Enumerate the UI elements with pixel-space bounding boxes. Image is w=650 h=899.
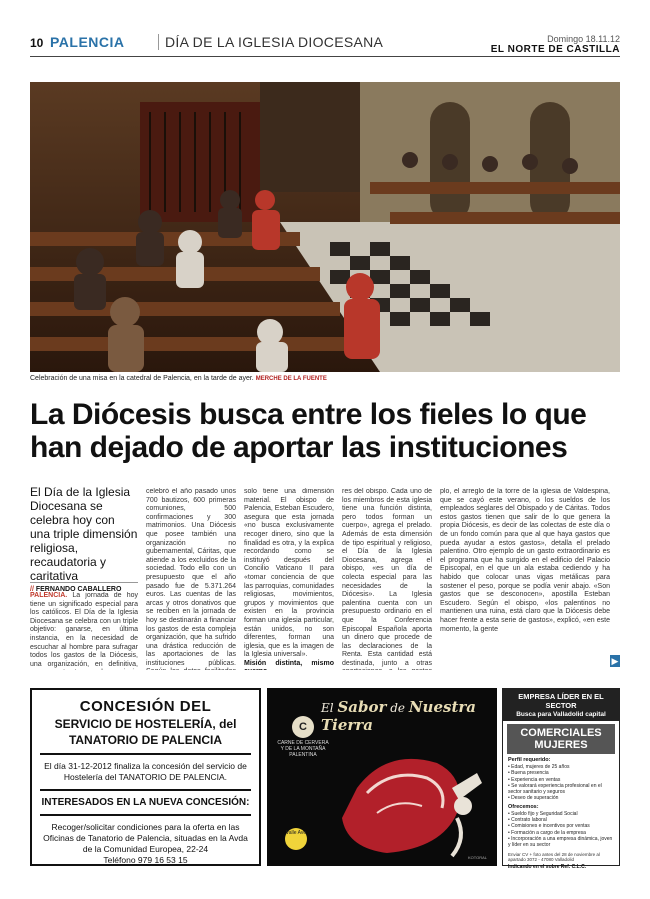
ad3-top-2: Busca para Valladolid capital: [503, 711, 619, 721]
ad2-slogan-word2: Nuestra: [408, 698, 476, 716]
ad1-text-2: Recoger/solicitar condiciones para la oferta en las Oficinas de Tanatorio de Palencia, situadas en la Avda de la Comunidad Europea, 22-24: [43, 822, 248, 854]
ad2-brand-sub: Y DE LA MONTAÑA PALENTINA: [280, 746, 326, 758]
section-title[interactable]: PALENCIA: [50, 34, 125, 50]
ad2-slogan-prefix: El: [321, 701, 334, 715]
ad1-phone: Teléfono 979 16 53 15: [103, 855, 188, 865]
author-name: FERNANDO CABALLERO: [35, 586, 122, 593]
ad3-top: EMPRESA LÍDER EN EL SECTOR: [503, 689, 619, 711]
ad-carne-cervera[interactable]: [267, 688, 497, 866]
caption-text: Celebración de una misa en la catedral de Palencia, en la tarde de ayer.: [30, 375, 254, 382]
section-subtitle: DÍA DE LA IGLESIA DIOCESANA: [158, 34, 383, 50]
article-lede: El Día de la Iglesia Diocesana se celebra hoy con una triple dimensión religiosa, recaudatoria y caritativa: [30, 485, 138, 583]
list-item: • Sueldo fijo y Seguridad Social: [508, 810, 578, 817]
list-item: • Buena presencia: [508, 770, 549, 777]
ad3-headline: COMERCIALES MUJERES: [507, 724, 615, 754]
ad3-fine-print: Enviar CV + foto antes del 28 de noviembre al apartado 3072 - 47080 Valladolid: [508, 851, 600, 862]
ad2-brand: [275, 716, 331, 758]
list-item: • Edad, mujeres de 25 años: [508, 764, 570, 770]
ad2-slogan-word1: Sabor: [337, 698, 387, 716]
ad1-text-1: El día 31-12-2012 finaliza la concesión del servicio de Hostelería del TANATORIO DE PALENCIA.: [44, 761, 247, 782]
ad-empleo[interactable]: [502, 688, 620, 870]
dateline: PALENCIA.: [30, 592, 68, 599]
photo-caption: [30, 375, 620, 382]
page-number: 10: [30, 36, 44, 50]
column-4-text: res del obispo. Cada uno de los miembros de esta iglesia tiene una función distinta, pero todos forman un cuerpo», agrega el prelado. Además de esta dimensión de tipo espiritual y religioso, el Día de la Iglesia Diocesana, agrega el obispo, «es un día de colecta especial para las necesidades de la Diócesis». La Iglesia palentina cuenta con un presupuesto ordinario en el que la Conferencia Episcopal Española aporta un dinero que procede de las declaraciones de la Renta. Esta cantidad está destinada, junto a otras: [342, 488, 432, 667]
newspaper-name: EL NORTE DE CASTILLA: [490, 44, 620, 55]
ad2-slogan-word3: Tierra: [321, 716, 373, 734]
article-headline[interactable]: La Diócesis busca entre los fieles lo que han dejado de aportar las instituciones: [30, 398, 587, 464]
list-item: • Se valorará experiencia profesional en el sector sanitario y seguros: [508, 782, 602, 796]
ad2-footer: KOTORAL: [467, 855, 487, 860]
ad1-title-3: TANATORIO DE PALENCIA: [68, 733, 223, 747]
ad1-divider-3: [40, 814, 251, 816]
ad1-divider-2: [40, 789, 251, 791]
column-subhead: Misión distinta, mismo: [244, 659, 334, 667]
list-item: • Experiencia en ventas: [508, 776, 561, 783]
article-column-1: [30, 592, 138, 670]
ad-tanatorio[interactable]: [30, 688, 261, 866]
list-item: • Deseo de superación: [508, 795, 559, 802]
list-item: • Incorporación a una empresa dinámica, joven y líder en su sector: [508, 835, 613, 849]
ad3-req-label: Perfil requerido:: [508, 757, 551, 763]
ad2-slogan-mid: de: [390, 701, 406, 715]
ad1-heading: INTERESADOS EN LA NUEVA CONCESIÓN:: [41, 797, 250, 808]
article-column-4: [342, 488, 432, 670]
photo-credit: MERCHE DE LA FUENTE: [255, 376, 327, 382]
list-item: • Comisiones e incentivos por ventas: [508, 823, 590, 830]
article-column-5: [440, 488, 610, 670]
ad3-reference: Indicando en el sobre Ref. C.L.C.: [508, 863, 587, 870]
ad3-offer-label: Ofrecemos:: [508, 803, 539, 810]
ad2-slogan: [321, 698, 497, 734]
cathedral-illustration: [30, 82, 620, 372]
cathedral-photo[interactable]: [30, 82, 620, 372]
page-header: [30, 30, 620, 57]
byline-prefix: //: [30, 586, 34, 593]
ad3-requirements: [508, 764, 614, 802]
ad1-title-1: CONCESIÓN DEL: [79, 698, 212, 715]
ad3-offers: [508, 811, 614, 849]
ad2-brand-name: CARNE DE CERVERA: [277, 740, 329, 746]
article-column-2: [146, 488, 236, 670]
ad1-title-2: SERVICIO DE HOSTELERÍA, del: [54, 717, 237, 731]
ad1-divider: [40, 753, 251, 755]
brand-logo-icon: C: [292, 716, 314, 738]
article-column-3: [244, 488, 334, 670]
ad2-quality-badge: Valle Ave: [285, 828, 307, 850]
column-2-text: celebró el año pasado unos 700 bautizos, 600 primeras comuniones, 500 confirmaciones y 300 matrimonios. Una Diócesis que posee también una organización no gubernamental, Cáritas, que atiende a los excluidos de la sociedad. Todo ello con un presupuesto que el año pasado fue de 5.371.264 euros. Las cuentas de las arcas y otros donativos que se reciben en la jornada de hoy se destinarán a financiar los gastos de esta compleja organización, que ha sufrido una drástica reducción de las aportaciones de las instituciones públicas.: [146, 488, 236, 667]
list-item: • Contrato laboral: [508, 817, 547, 824]
column-3-text: solo tiene una dimensión material. El obispo de Palencia, Esteban Escudero, asegura que esta jornada «no busca exclusivamente recoger dinero, sino que la finalidad es otra, y la explica recordando como se instituyó después del Concilio Vaticano II para «tomar conciencia de que las parroquias, comunidades religiosas, movimientos, grupos y movimientos que existen en la provincia forman una iglesia particular, están unidos, no son diferentes, forman una iglesia, que es la imagen de la Iglesia universal».: [244, 488, 334, 659]
list-item: • Formación a cargo de la empresa: [508, 829, 586, 836]
issue-date: Domingo 18.11.12: [547, 34, 620, 44]
column-5-text: plo, el arreglo de la torre de la iglesia de Valdespina, que se cayó este verano, o los sueldos de los empleados seglares del Obispado y de Cáritas. Todos estos gastos tienen que salir de lo que genera la propia Diócesis, es decir de las colectas de este día o de un fondo común para que al que haya gastos que pueda ayudar a estos gastos», detalla el prelado palentino. Otro ejemplo de un gasto extraordinario es el programa que ha surgido en el edificio del Palacio Episcopal, en el que un ala estaba cediendo y ha habido que colocar unas vigas metálicas para sostener el peso, porque se podía venir abajo. «Son gastos que se desconocen», apostilla Esteban Escudero. Según el obispo, «los palentinos no mantienen una ruina, está claro que la Diócesis debe hacer frente a esta serie de gastos», explicó, «en este momento, la gente: [440, 488, 610, 633]
column-1-text: La jornada de hoy tiene un significado especial para los católicos. El Día de la Iglesia Diocesana se celebra con un triple objetivo: ganarse, en última instancia, en la necesidad de escuchar al hombre para sufragar todos los gastos de la Diócesis, una organización, en definitiva,: [30, 592, 138, 668]
continue-arrow-icon[interactable]: ▶: [611, 656, 619, 666]
